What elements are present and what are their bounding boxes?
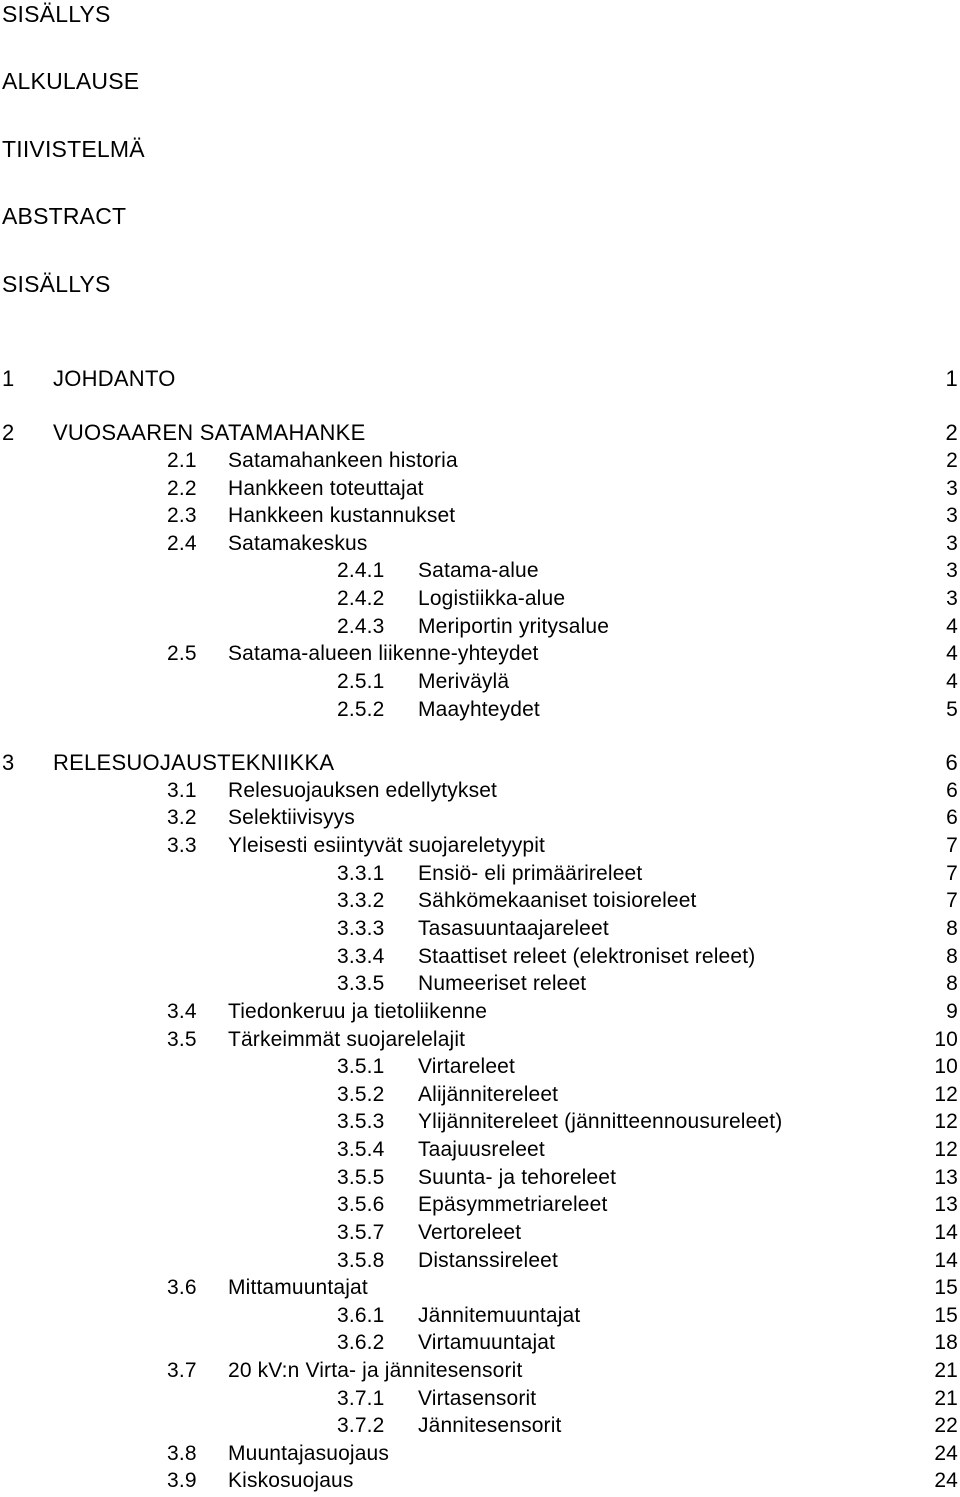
toc-title: RELESUOJAUSTEKNIIKKA xyxy=(53,750,335,775)
toc-entry[interactable] xyxy=(0,1136,958,1164)
toc-number: 2.5.2 xyxy=(337,698,385,721)
toc-entry[interactable] xyxy=(0,1164,958,1192)
toc-number: 3.5.3 xyxy=(337,1110,385,1133)
toc-title: Jännitemuuntajat xyxy=(418,1304,581,1327)
toc-number: 3.7.2 xyxy=(337,1414,385,1437)
toc-page-number: 8 xyxy=(946,945,958,968)
toc-page-number: 13 xyxy=(934,1193,958,1216)
toc-page-number: 15 xyxy=(934,1304,958,1327)
toc-page-number: 3 xyxy=(946,587,958,610)
toc-number: 3.4 xyxy=(167,1000,197,1023)
toc-entry[interactable] xyxy=(0,613,958,641)
toc-entry[interactable] xyxy=(0,1219,958,1247)
toc-page-number: 13 xyxy=(934,1166,958,1189)
toc-entry[interactable] xyxy=(0,1440,958,1468)
toc-title: Maayhteydet xyxy=(418,698,540,721)
toc-number: 3.5.5 xyxy=(337,1166,385,1189)
toc-entry[interactable] xyxy=(0,1274,958,1302)
toc-entry[interactable] xyxy=(0,1385,958,1413)
toc-number: 3.5 xyxy=(167,1028,197,1051)
toc-page-number: 8 xyxy=(946,917,958,940)
toc-page-number: 10 xyxy=(934,1055,958,1078)
toc-page-number: 15 xyxy=(934,1276,958,1299)
toc-title: Suunta- ja tehoreleet xyxy=(418,1166,617,1189)
front-matter-sisallys-2: SISÄLLYS xyxy=(2,271,111,297)
toc-page-number: 10 xyxy=(934,1028,958,1051)
toc-number: 3.5.6 xyxy=(337,1193,385,1216)
toc-entry[interactable] xyxy=(0,1081,958,1109)
toc-number: 3.5.8 xyxy=(337,1249,385,1272)
toc-entry[interactable] xyxy=(0,887,958,915)
toc-page-number: 22 xyxy=(934,1414,958,1437)
toc-title: Satama-alue xyxy=(418,559,539,582)
toc-number: 3.1 xyxy=(167,779,197,802)
toc-number: 1 xyxy=(2,366,15,391)
toc-page-number: 3 xyxy=(946,559,958,582)
toc-number: 2.2 xyxy=(167,477,197,500)
toc-number: 3.5.4 xyxy=(337,1138,385,1161)
toc-title: Mittamuuntajat xyxy=(228,1276,368,1299)
toc-page-number: 12 xyxy=(934,1138,958,1161)
front-matter-sisallys: SISÄLLYS xyxy=(2,1,111,27)
toc-entry[interactable] xyxy=(0,777,958,805)
toc-entry[interactable] xyxy=(0,530,958,558)
toc-number: 3.2 xyxy=(167,806,197,829)
toc-number: 3 xyxy=(2,750,15,775)
toc-number: 3.7.1 xyxy=(337,1387,385,1410)
toc-title: Tiedonkeruu ja tietoliikenne xyxy=(228,1000,488,1023)
toc-number: 2.1 xyxy=(167,449,197,472)
toc-entry[interactable] xyxy=(0,1053,958,1081)
toc-entry[interactable] xyxy=(0,668,958,696)
toc-number: 3.3.3 xyxy=(337,917,385,940)
toc-number: 3.8 xyxy=(167,1442,197,1465)
toc-entry[interactable] xyxy=(0,943,958,971)
toc-page-number: 4 xyxy=(946,642,958,665)
toc-number: 3.5.2 xyxy=(337,1083,385,1106)
toc-number: 2.5 xyxy=(167,642,197,665)
toc-title: Hankkeen toteuttajat xyxy=(228,477,424,500)
toc-number: 2.3 xyxy=(167,504,197,527)
toc-page-number: 24 xyxy=(934,1469,958,1492)
toc-page-number: 6 xyxy=(946,779,958,802)
toc-title: Distanssireleet xyxy=(418,1249,558,1272)
toc-page-number: 7 xyxy=(946,834,958,857)
toc-title: Satamahankeen historia xyxy=(228,449,458,472)
toc-page-number: 3 xyxy=(946,477,958,500)
toc-entry[interactable] xyxy=(0,1467,958,1495)
toc-title: VUOSAAREN SATAMAHANKE xyxy=(53,420,366,445)
toc-page-number: 3 xyxy=(946,504,958,527)
toc-page-number: 21 xyxy=(934,1387,958,1410)
toc-page-number: 6 xyxy=(946,806,958,829)
toc-title: Sähkömekaaniset toisioreleet xyxy=(418,889,697,912)
toc-page-number: 9 xyxy=(946,1000,958,1023)
toc-title: Taajuusreleet xyxy=(418,1138,545,1161)
toc-entry[interactable] xyxy=(0,365,958,393)
toc-number: 2.4.1 xyxy=(337,559,385,582)
toc-page-number: 24 xyxy=(934,1442,958,1465)
toc-number: 3.3.4 xyxy=(337,945,385,968)
toc-entry[interactable] xyxy=(0,696,958,724)
toc-page-number: 2 xyxy=(946,449,958,472)
toc-title: Logistiikka-alue xyxy=(418,587,566,610)
toc-number: 2.5.1 xyxy=(337,670,385,693)
toc-title: Satama-alueen liikenne-yhteydet xyxy=(228,642,539,665)
toc-page-number: 7 xyxy=(946,889,958,912)
toc-title: Tärkeimmät suojarelelajit xyxy=(228,1028,466,1051)
toc-title: Virtareleet xyxy=(418,1055,515,1078)
toc-title: Muuntajasuojaus xyxy=(228,1442,390,1465)
toc-entry[interactable] xyxy=(0,970,958,998)
toc-number: 3.7 xyxy=(167,1359,197,1382)
front-matter-abstract: ABSTRACT xyxy=(2,203,127,229)
toc-number: 3.3 xyxy=(167,834,197,857)
toc-entry[interactable] xyxy=(0,998,958,1026)
toc-page-number: 14 xyxy=(934,1249,958,1272)
toc-number: 3.3.5 xyxy=(337,972,385,995)
toc-number: 3.6.1 xyxy=(337,1304,385,1327)
toc-page-number: 18 xyxy=(934,1331,958,1354)
toc-title: JOHDANTO xyxy=(53,366,176,391)
toc-entry[interactable] xyxy=(0,1412,958,1440)
toc-entry[interactable] xyxy=(0,1108,958,1136)
toc-title: Alijännitereleet xyxy=(418,1083,559,1106)
toc-title: Yleisesti esiintyvät suojareletyypit xyxy=(228,834,546,857)
toc-page-number: 4 xyxy=(946,670,958,693)
toc-entry[interactable] xyxy=(0,1026,958,1054)
toc-title: Hankkeen kustannukset xyxy=(228,504,456,527)
toc-entry[interactable] xyxy=(0,419,958,447)
toc-page-number: 12 xyxy=(934,1083,958,1106)
toc-entry[interactable] xyxy=(0,1302,958,1330)
toc-title: Relesuojauksen edellytykset xyxy=(228,779,498,802)
toc-number: 3.9 xyxy=(167,1469,197,1492)
toc-number: 2.4.3 xyxy=(337,615,385,638)
toc-title: Numeeriset releet xyxy=(418,972,587,995)
toc-entry[interactable] xyxy=(0,557,958,585)
toc-title: Vertoreleet xyxy=(418,1221,522,1244)
toc-entry[interactable] xyxy=(0,585,958,613)
toc-entry[interactable] xyxy=(0,1329,958,1357)
toc-title: Ensiö- eli primäärireleet xyxy=(418,862,643,885)
toc-number: 3.6.2 xyxy=(337,1331,385,1354)
toc-page-number: 3 xyxy=(946,532,958,555)
toc-entry[interactable] xyxy=(0,915,958,943)
toc-page-number: 4 xyxy=(946,615,958,638)
toc-page-number: 21 xyxy=(934,1359,958,1382)
toc-title: Meriportin yritysalue xyxy=(418,615,610,638)
toc-entry[interactable] xyxy=(0,1357,958,1385)
toc-number: 3.3.2 xyxy=(337,889,385,912)
toc-title: Virtasensorit xyxy=(418,1387,537,1410)
toc-title: Staattiset releet (elektroniset releet) xyxy=(418,945,756,968)
toc-number: 2.4 xyxy=(167,532,197,555)
toc-title: Selektiivisyys xyxy=(228,806,355,829)
toc-title: Ylijännitereleet (jännitteennousureleet) xyxy=(418,1110,783,1133)
toc-entry[interactable] xyxy=(0,640,958,668)
toc-entry[interactable] xyxy=(0,475,958,503)
toc-entry[interactable] xyxy=(0,1247,958,1275)
toc-number: 3.6 xyxy=(167,1276,197,1299)
toc-title: Epäsymmetriareleet xyxy=(418,1193,608,1216)
toc-number: 3.5.1 xyxy=(337,1055,385,1078)
toc-page-number: 7 xyxy=(946,862,958,885)
toc-number: 2.4.2 xyxy=(337,587,385,610)
toc-page-number: 14 xyxy=(934,1221,958,1244)
toc-page-number: 2 xyxy=(945,420,958,445)
toc-title: Jännitesensorit xyxy=(418,1414,562,1437)
toc-entry[interactable] xyxy=(0,502,958,530)
toc-entry[interactable] xyxy=(0,749,958,777)
toc-title: Meriväylä xyxy=(418,670,510,693)
toc-title: Virtamuuntajat xyxy=(418,1331,556,1354)
toc-page-number: 1 xyxy=(945,366,958,391)
toc-page-number: 5 xyxy=(946,698,958,721)
toc-number: 3.3.1 xyxy=(337,862,385,885)
toc-page-number: 12 xyxy=(934,1110,958,1133)
toc-title: Kiskosuojaus xyxy=(228,1469,354,1492)
toc-entry[interactable] xyxy=(0,804,958,832)
toc-page-number: 6 xyxy=(945,750,958,775)
toc-title: Satamakeskus xyxy=(228,532,368,555)
toc-entry[interactable] xyxy=(0,832,958,860)
toc-number: 2 xyxy=(2,420,15,445)
toc-entry[interactable] xyxy=(0,860,958,888)
toc-page-number: 8 xyxy=(946,972,958,995)
toc-number: 3.5.7 xyxy=(337,1221,385,1244)
toc-title: Tasasuuntaajareleet xyxy=(418,917,609,940)
toc-title: 20 kV:n Virta- ja jännitesensorit xyxy=(228,1359,523,1382)
toc-entry[interactable] xyxy=(0,447,958,475)
front-matter-alkulause: ALKULAUSE xyxy=(2,68,140,94)
toc-entry[interactable] xyxy=(0,1191,958,1219)
front-matter-tiivistelma: TIIVISTELMÄ xyxy=(2,136,145,162)
